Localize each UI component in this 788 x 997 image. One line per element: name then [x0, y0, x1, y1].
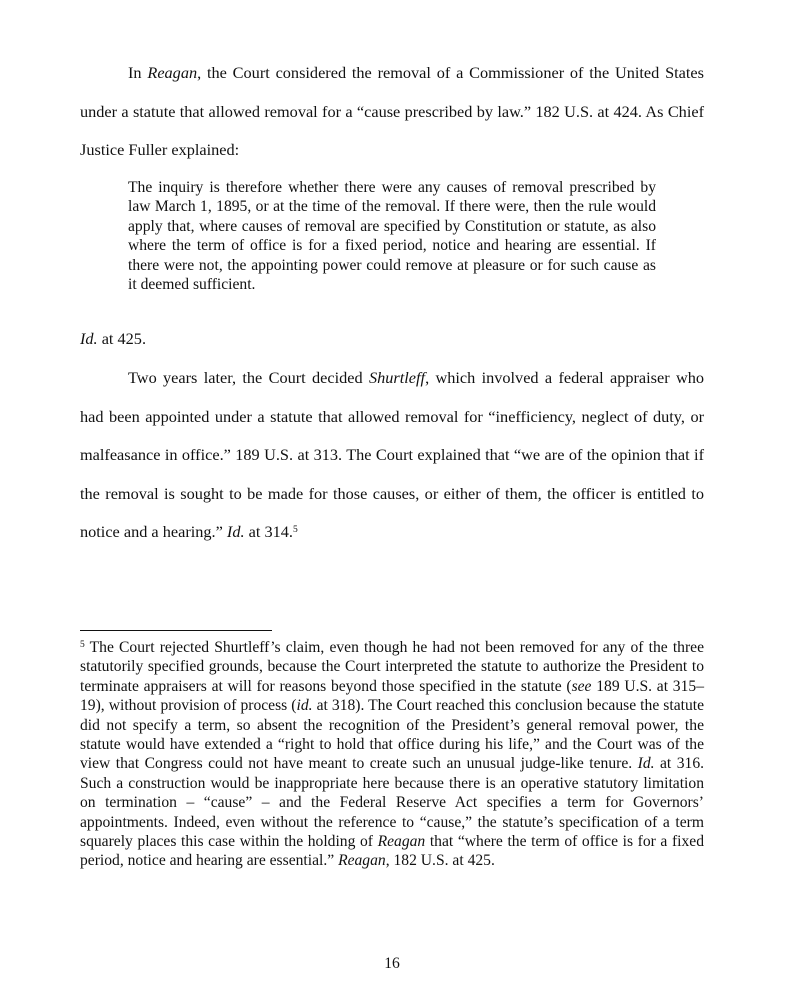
text: In: [128, 63, 148, 82]
footnote-separator: [80, 630, 272, 631]
id-signal: Id.: [637, 755, 655, 773]
case-name-reagan: Reagan: [147, 63, 198, 82]
text: 189 U.S. at 315–19), without provision of process (: [80, 677, 704, 715]
text: , the Court considered the removal of a Commissioner of the United States under a statute that allowed removal for a “cause prescribed by law.” 182 U.S. at 424. As Chief Justice Fuller explained:: [80, 63, 704, 159]
id-signal: Id.: [226, 522, 245, 541]
case-name-shurtleff: Shurtleff: [368, 368, 426, 387]
text: at 314.: [244, 522, 293, 541]
page-number: 16: [384, 955, 400, 972]
id-signal: Id.: [80, 329, 98, 348]
text: , 182 U.S. at 425.: [385, 852, 495, 870]
text: at 425.: [97, 329, 147, 348]
id-signal: id.: [296, 697, 313, 715]
footnote-5: [80, 638, 704, 871]
block-quote: The inquiry is therefore whether there were any causes of removal prescribed by law March 1, 1895, or at the time of the removal. If there were, then the rule would apply that, where causes of removal are specified by Constitution or statute, as also where the term of office is for a fixed period, notice and hearing are essential. If there were not, the appointing power could remove at pleasure or for such cause as it deemed sufficient.: [128, 179, 656, 294]
text: at 318). The Court reached this conclusion because the statute did not specify a term, so absent the recognition of the President’s general removal power, the statute would have extended a “right to hold that office during his life,” and the Court was of the view that Congress could not have meant to create such an unusual judge-like tenure.: [80, 697, 705, 773]
text: , which involved a federal appraiser who had been appointed under a statute that allowed removal for “inefficiency, neglect of duty, or malfeasance in office.” 189 U.S. at 313. The Court explained that “we are of the opinion that if the removal is sought to be made for those causes, or either of them, the officer is entitled to notice and a hearing.”: [80, 368, 704, 541]
footnote-number: 5: [80, 640, 85, 650]
text: The Court rejected Shurtleff’s claim, even though he had not been removed for any of the three statutorily specified grounds, because the Court interpreted the statute to authorize the President to terminate appraisers at will for reasons beyond those specified in the statute (: [80, 639, 704, 695]
paragraph-shurtleff: [80, 359, 704, 552]
text: Two years later, the Court decided: [128, 368, 369, 387]
case-name-reagan: Reagan: [377, 833, 426, 851]
paragraph-reagan: [80, 54, 704, 170]
see-signal: see: [571, 677, 592, 695]
case-name-reagan: Reagan: [338, 852, 386, 870]
quote-citation: [80, 320, 146, 359]
footnote-reference[interactable]: 5: [292, 525, 298, 535]
text: that “where the term of office is for a fixed period, notice and hearing are essential.”: [80, 833, 704, 870]
text: at 316. Such a construction would be inappropriate here because there is an operative statutory limitation on termination – “cause” – and the Federal Reserve Act specifies a term for Governors’ appointments. Indeed, even without the reference to “cause,” the statute’s specification of a term squarely places this case within the holding of: [80, 755, 705, 851]
